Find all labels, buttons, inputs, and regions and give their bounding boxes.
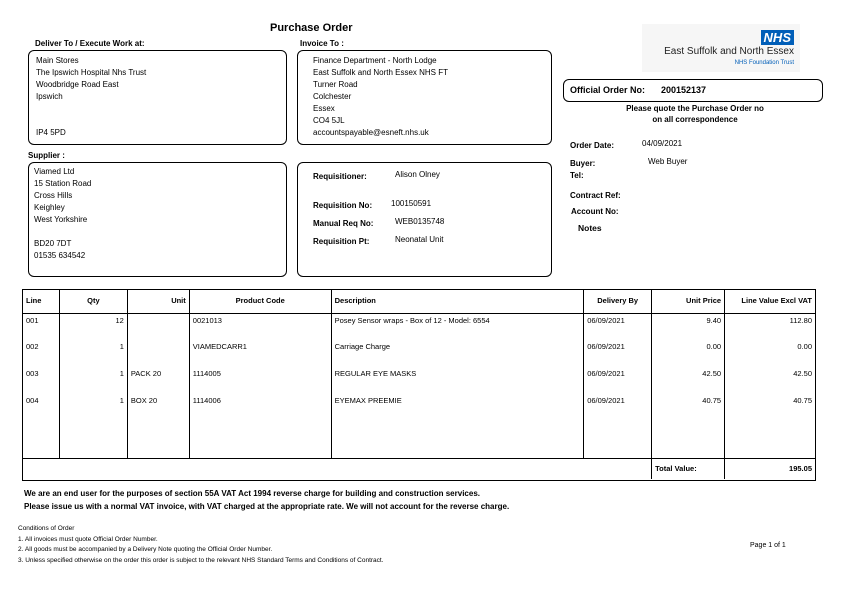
table-row: 001 12 0021013 Posey Sensor wraps - Box of 12 - Model: 6554 06/09/2021 9.40 112.80 — [23, 313, 816, 340]
conditions: Conditions of Order 1. All invoices must quote Official Order Number. 2. All goods must be accompanied by a Delivery Note quoting the Official Order Number. 3. Unless specified otherwise on the order this order is subject to the relevant NHS Standard Terms and Conditions of Contract. — [18, 525, 384, 564]
supplier-address: Viamed Ltd 15 Station Road Cross Hills Keighley West Yorkshire BD20 7DT 01535 634542 — [28, 162, 287, 277]
deliver-label: Deliver To / Execute Work at: — [35, 39, 145, 48]
page-title: Purchase Order — [270, 22, 353, 34]
table-row: 004 1 BOX 20 1114006 EYEMAX PREEMIE 06/09/2021 40.75 40.75 — [23, 394, 816, 421]
page-number: Page 1 of 1 — [750, 542, 786, 549]
nhs-logo: NHS East Suffolk and North Essex NHS Foundation Trust — [642, 24, 800, 72]
table-row: 002 1 VIAMEDCARR1 Carriage Charge 06/09/2021 0.00 0.00 — [23, 340, 816, 367]
vat-note-2: Please issue us with a normal VAT invoice, with VAT charged at the appropriate rate. We will not account for the reverse charge. — [24, 502, 510, 511]
requisition-box: Requisitioner: Alison Olney Requisition No: 100150591 Manual Req No: WEB0135748 Requisition Pt: Neonatal Unit — [297, 162, 552, 277]
official-order-box: Official Order No: 200152137 — [563, 79, 823, 102]
invoice-label: Invoice To : — [300, 39, 344, 48]
table-row: 003 1 PACK 20 1114005 REGULAR EYE MASKS 06/09/2021 42.50 42.50 — [23, 367, 816, 394]
deliver-address: Main Stores The Ipswich Hospital Nhs Trust Woodbridge Road East Ipswich IP4 5PD — [28, 50, 287, 145]
vat-note-1: We are an end user for the purposes of section 55A VAT Act 1994 reverse charge for building and construction services. — [24, 489, 480, 498]
invoice-address: Finance Department - North Lodge East Suffolk and North Essex NHS FT Turner Road Colchester Essex CO4 5JL accountspayable@esneft.nhs.uk — [297, 50, 552, 145]
order-lines-table: Line Qty Unit Product Code Description Delivery By Unit Price Line Value Excl VAT 001 12 0021013 Posey Sensor wraps - Box of 12 - Model: 6554 06/09/2021 9.40 112.80 002 1 VIAMEDCARR1 Carriage Charge 06/09/2021 0.00 0.00 003 1 PACK 20 1114005 REGULAR EYE MASKS 06/09/2021 42.50 42.50 004 1 BOX 20 1114006 EYEMAX PREEMIE 06/09/2021 40.75 40.75 Total Value: 195.05 — [22, 289, 816, 479]
supplier-label: Supplier : — [28, 151, 65, 160]
total-row: Total Value: 195.05 — [23, 458, 816, 479]
